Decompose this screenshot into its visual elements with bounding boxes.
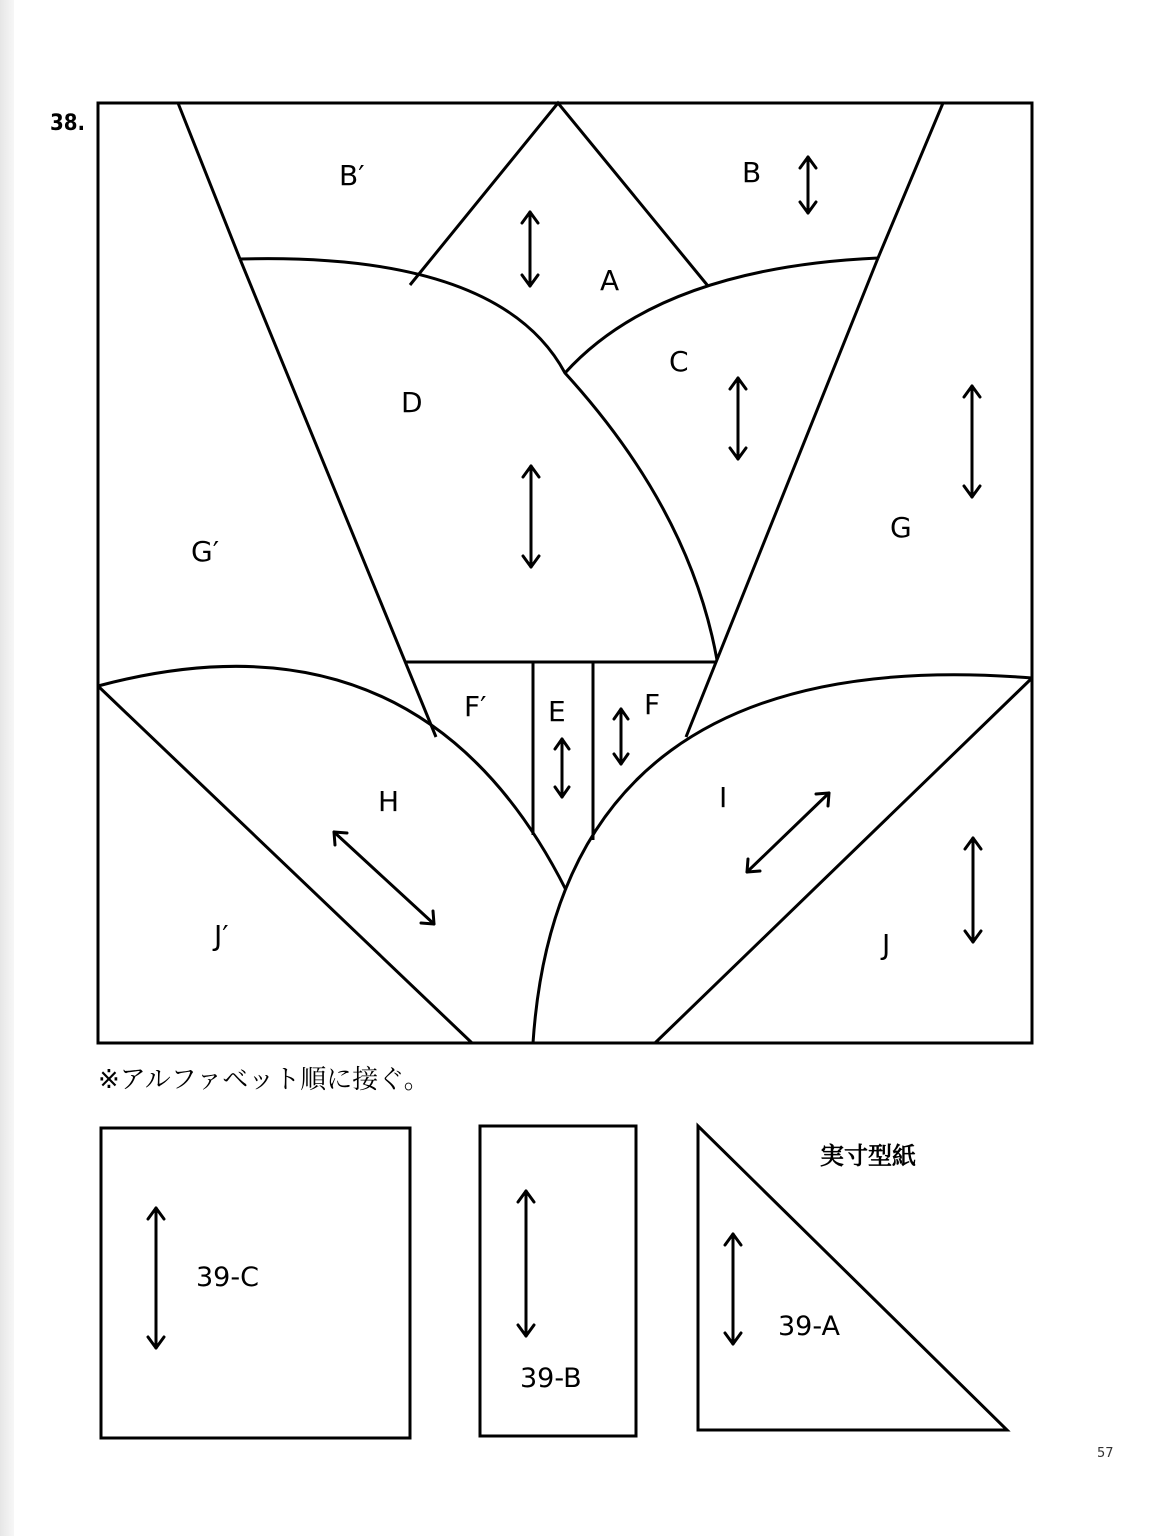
template-label-39-a: 39-A [778,1311,840,1342]
template-title: 実寸型紙 [820,1142,916,1170]
grain-arrow-icon [730,378,746,459]
block-outline [98,103,1032,1043]
piece-label-i: I [719,781,728,814]
template-39-c [101,1128,410,1438]
grain-arrow-icon [523,466,539,567]
template-39-b [480,1126,636,1436]
piece-label-c: C [669,345,689,378]
grain-arrow-icon [800,157,816,213]
grain-arrow-icon [555,739,569,797]
piece-label-a: A [600,264,620,297]
block-number: 38. [50,111,86,136]
piece-label-g: G [890,511,912,544]
grain-arrow-icon [747,793,829,872]
grain-arrow-icon [964,386,980,497]
piece-label-j: J [882,928,891,961]
piece-label-b-prime: B′ [339,159,365,192]
piece-label-f-prime: F′ [464,690,487,723]
grain-arrow-icon [614,709,628,764]
piece-label-b: B [742,156,762,189]
block-seams [98,103,1032,1043]
template-label-39-c: 39-C [196,1262,259,1293]
piece-label-e: E [548,695,566,728]
template-label-39-b: 39-B [520,1363,582,1394]
grain-arrow-icon [522,212,538,286]
grain-arrow-icon [965,838,981,942]
piece-label-g-prime: G′ [191,535,220,568]
piece-label-f: F [644,688,661,721]
assembly-note: ※アルファベット順に接ぐ。 [98,1065,430,1095]
piece-label-j-prime: J′ [214,919,229,952]
page-number: 57 [1097,1446,1114,1461]
template-39-a [698,1126,1007,1430]
piece-label-h: H [378,785,400,818]
grain-arrow-icon [334,832,434,924]
piece-label-d: D [401,386,423,419]
